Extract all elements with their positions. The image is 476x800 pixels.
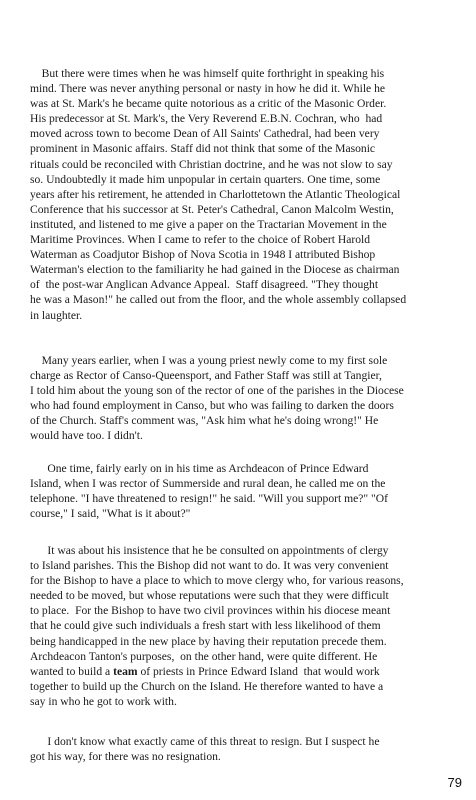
paragraph-threat-resign	[30, 461, 440, 521]
text-line: His predecessor at St. Mark's, the Very Reverend E.B.N. Cochran, who had	[30, 112, 383, 126]
text-line	[30, 665, 380, 678]
text-line: say in who he got to work with.	[30, 694, 177, 708]
text-line: Waterman as Coadjutor Bishop of Nova Scotia in 1948 I attributed Bishop	[30, 248, 376, 262]
text-line: course," I said, "What is it about?"	[30, 507, 191, 521]
text-line: telephone. "I have threatened to resign!" he said. "Will you support me?" "Of	[30, 492, 389, 506]
text-line: together to build up the Church on the Island. He therefore wanted to have a	[30, 679, 384, 693]
text-line: It was about his insistence that he be consulted on appointments of clergy	[30, 544, 389, 557]
text-line: was at St. Mark's he became quite notorious as a critic of the Masonic Order.	[30, 97, 387, 111]
text-line: instituted, and listened to me give a paper on the Tractarian Movement in the	[30, 217, 387, 231]
text-line: I don't know what exactly came of this threat to resign. But I suspect he	[30, 735, 380, 748]
text-line: One time, fairly early on in his time as Archdeacon of Prince Edward	[30, 462, 369, 475]
text-line: years after his retirement, he attended in Charlottetown the Atlantic Theological	[30, 187, 401, 201]
text-line: But there were times when he was himself quite forthright in speaking his	[30, 67, 385, 80]
bold-word-team: team	[113, 664, 138, 678]
text-line: I told him about the young son of the rector of one of the parishes in the Diocese	[30, 384, 404, 398]
text-line: mind. There was never anything personal or nasty in how he did it. While he	[30, 82, 386, 96]
text-line: prominent in Masonic affairs. Staff did not think that some of the Masonic	[30, 142, 376, 156]
text-line: of the Church. Staff's comment was, "Ask him what he's doing wrong!" He	[30, 414, 379, 428]
text-line: needed to be moved, but whose reputations were such that they were difficult	[30, 589, 389, 603]
text-line: rituals could be reconciled with Christian doctrine, and he was not slow to say	[30, 157, 393, 171]
text-line: to place. For the Bishop to have two civil provinces within his diocese meant	[30, 604, 391, 618]
text-line: so. Undoubtedly it made him unpopular in certain quarters. One time, some	[30, 172, 381, 186]
text-line: of the post-war Anglican Advance Appeal. Staff disagreed. "They thought	[30, 278, 379, 292]
text-line: that he could give such individuals a fresh start with less likelihood of them	[30, 619, 381, 633]
text-line: Island, when I was rector of Summerside and rural dean, he called me on the	[30, 477, 386, 491]
text-line: would have too. I didn't.	[30, 429, 143, 443]
paragraph-masonic-order	[30, 66, 440, 323]
text-line: being handicapped in the new place by having their reputation precede them.	[30, 634, 387, 648]
text-line: Archdeacon Tanton's purposes, on the other hand, were quite different. He	[30, 649, 378, 663]
text-line: who had found employment in Canso, but who was failing to darken the doors	[30, 399, 394, 413]
paragraph-resignation-outcome	[30, 734, 440, 764]
text-line: charge as Rector of Canso-Queensport, and Father Staff was still at Tangier,	[30, 369, 382, 383]
text-line: Waterman's election to the familiarity he had gained in the Diocese as chairman	[30, 263, 400, 277]
text-fragment: of priests in Prince Edward Island that would work	[137, 664, 380, 678]
text-line: Many years earlier, when I was a young priest newly come to my first sole	[30, 354, 388, 367]
paragraph-appointments	[30, 543, 440, 709]
text-line: in laughter.	[30, 308, 83, 322]
page-number: 79	[447, 775, 462, 790]
text-line: for the Bishop to have a place to which to move clergy who, for various reasons,	[30, 574, 404, 588]
text-line: moved across town to become Dean of All Saints' Cathedral, had been very	[30, 127, 380, 141]
paragraph-canso	[30, 353, 440, 444]
text-line: Maritime Provinces. When I came to refer to the choice of Robert Harold	[30, 233, 371, 247]
text-line: Conference that his successor at St. Peter's Cathedral, Canon Malcolm Westin,	[30, 202, 394, 216]
text-fragment: wanted to build a	[30, 664, 114, 678]
text-line: to Island parishes. This the Bishop did not want to do. It was very convenient	[30, 559, 389, 573]
text-line: he was a Mason!" he called out from the floor, and the whole assembly collapsed	[30, 293, 407, 307]
text-line: got his way, for there was no resignation.	[30, 750, 221, 764]
